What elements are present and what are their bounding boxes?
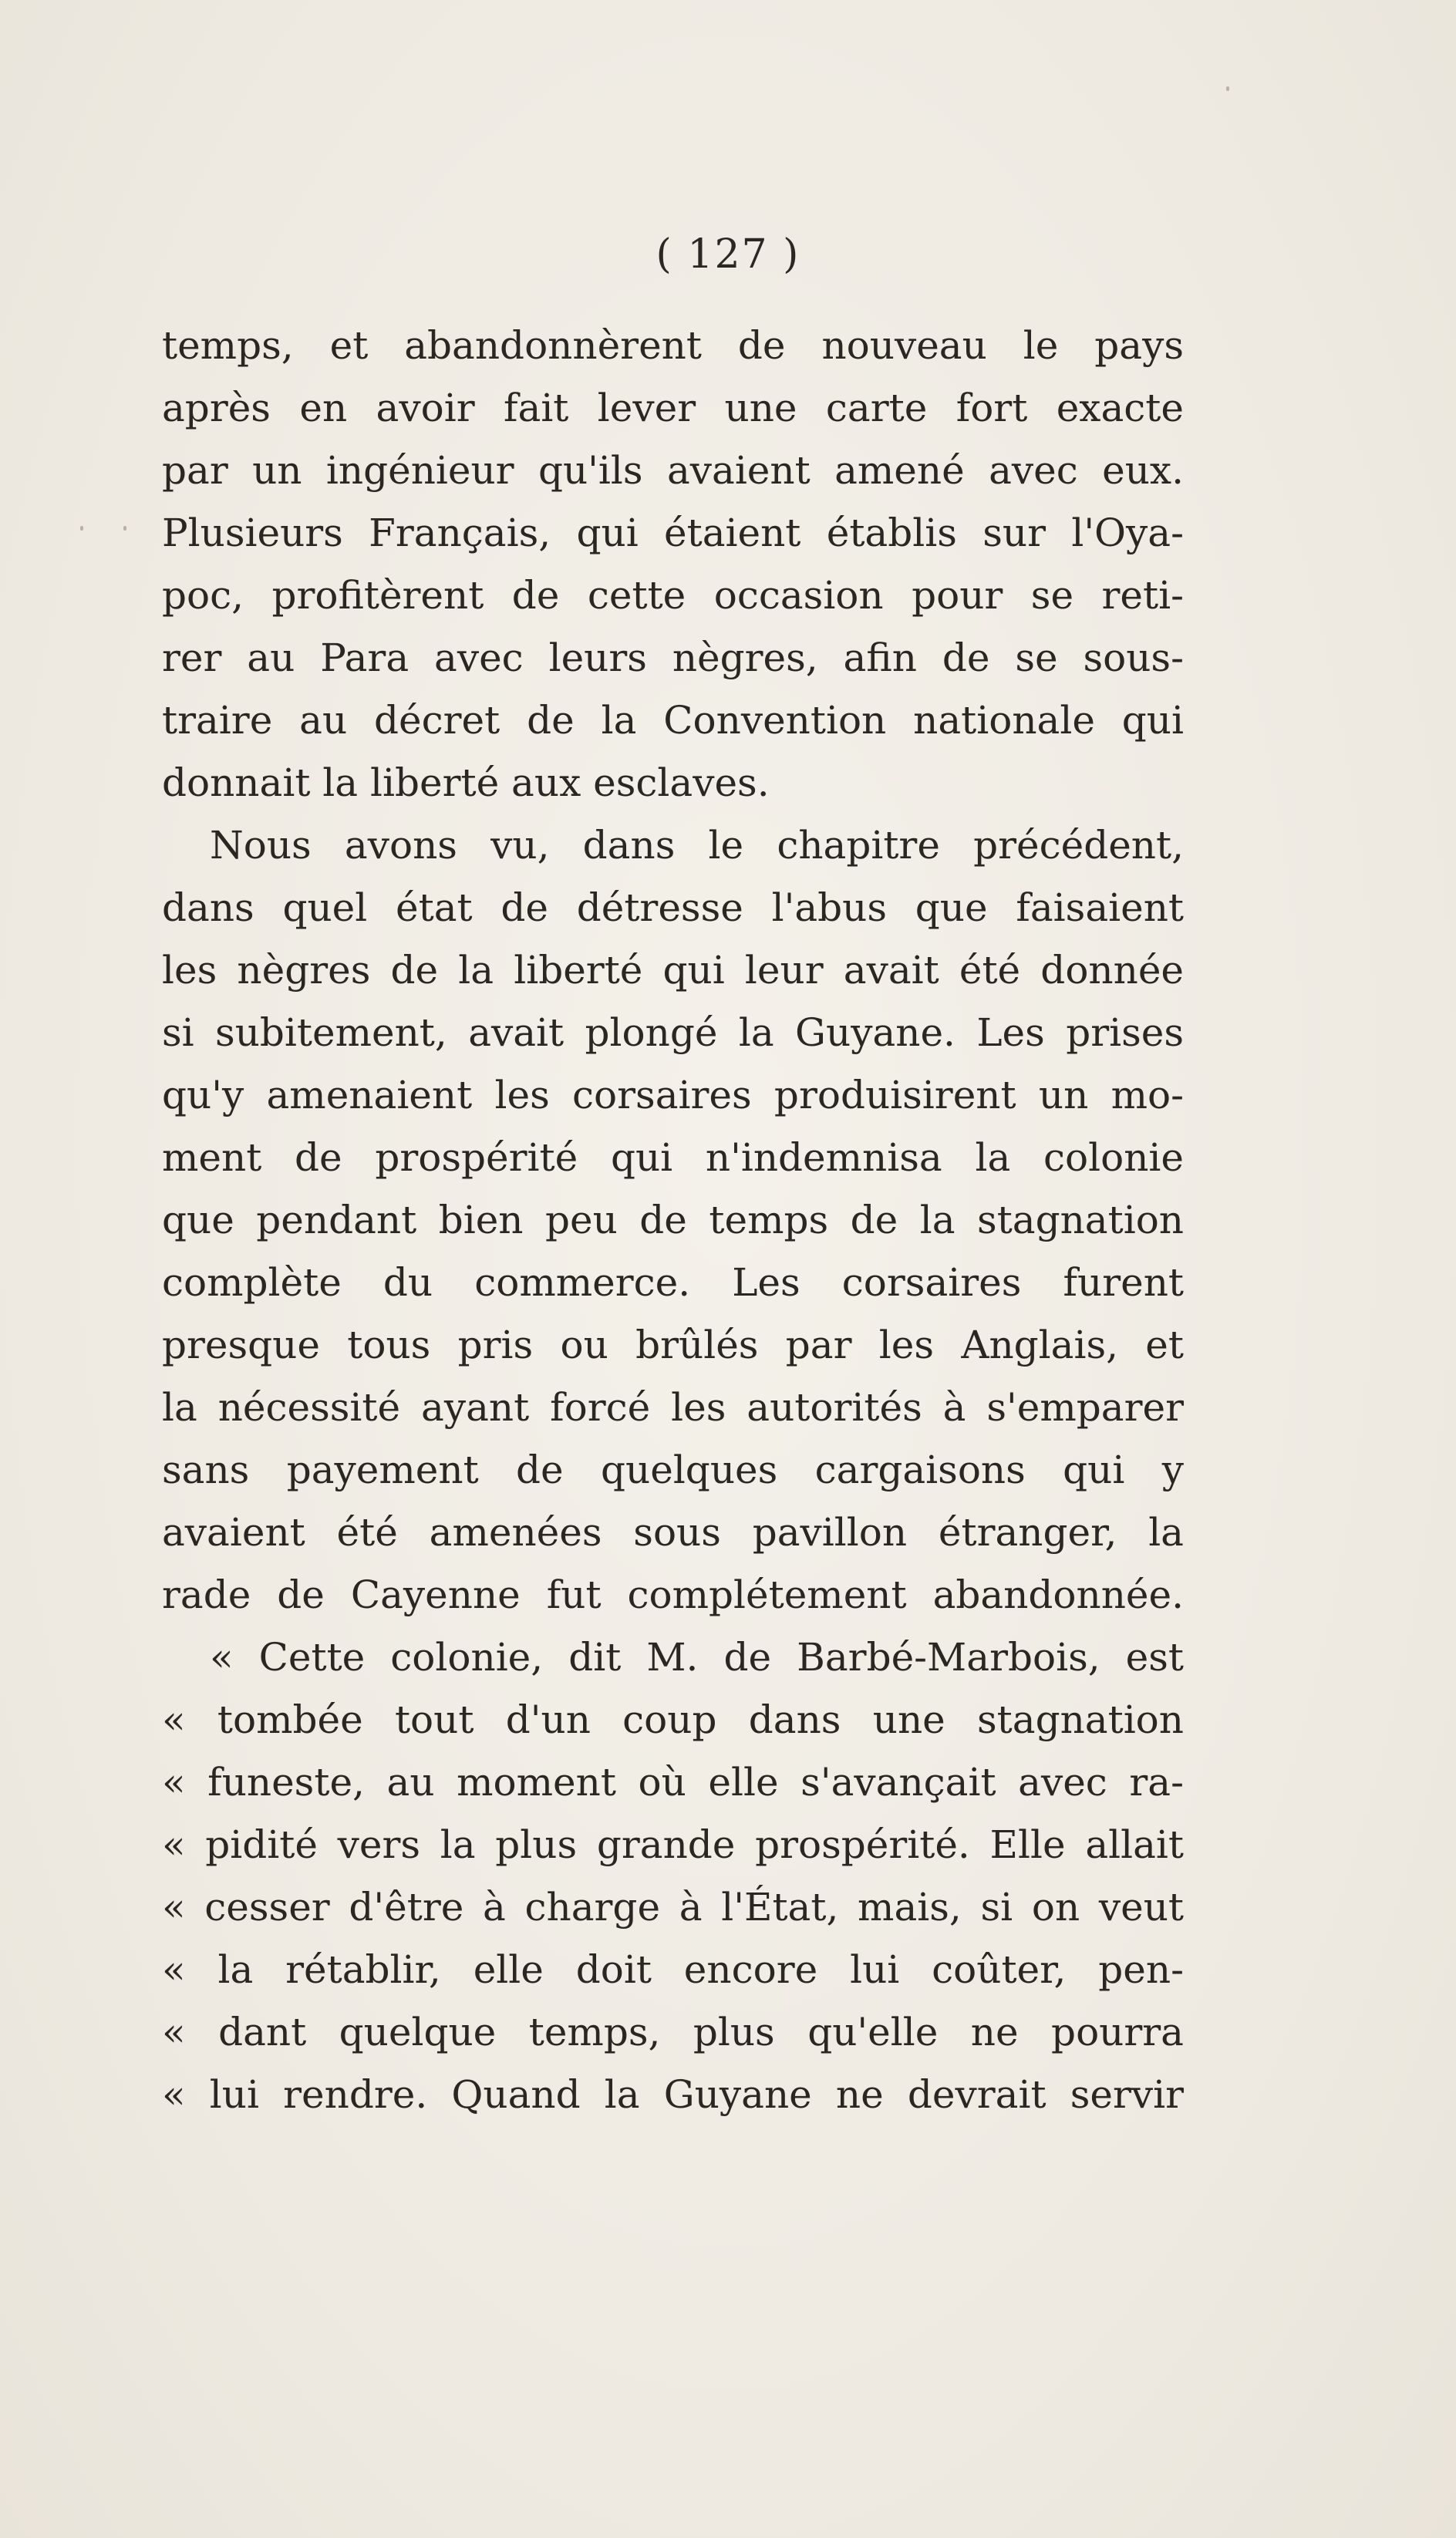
page-body (162, 315, 1184, 2126)
text-line: qu'y amenaient les corsaires produisirent un mo- (162, 1073, 1184, 1117)
text-line: ment de prospérité qui n'indemnisa la colonie (162, 1135, 1184, 1180)
ink-speck (1226, 86, 1229, 91)
text-line: « la rétablir, elle doit encore lui coûter, pen- (162, 1947, 1184, 1992)
text-line: « pidité vers la plus grande prospérité. Elle allait (162, 1822, 1184, 1867)
text-line: par un ingénieur qu'ils avaient amené avec eux. (162, 448, 1184, 493)
text-line: « dant quelque temps, plus qu'elle ne pourra (162, 2010, 1184, 2054)
text-line: Nous avons vu, dans le chapitre précédent, (210, 823, 1184, 868)
text-line: si subitement, avait plongé la Guyane. Les prises (162, 1010, 1184, 1055)
text-line: rer au Para avec leurs nègres, afin de se sous- (162, 635, 1184, 680)
ink-speck (80, 526, 83, 531)
text-line: les nègres de la liberté qui leur avait été donnée (162, 948, 1184, 993)
text-line: « tombée tout d'un coup dans une stagnation (162, 1697, 1184, 1742)
text-line: avaient été amenées sous pavillon étranger, la (162, 1510, 1184, 1555)
text-line: Plusieurs Français, qui étaient établis sur l'Oya- (162, 511, 1184, 555)
text-line: temps, et abandonnèrent de nouveau le pays (162, 323, 1184, 368)
text-line: complète du commerce. Les corsaires furent (162, 1260, 1184, 1305)
text-line: après en avoir fait lever une carte fort exacte (162, 386, 1184, 430)
text-line: la nécessité ayant forcé les autorités à s'emparer (162, 1385, 1184, 1430)
text-line: « funeste, au moment où elle s'avançait avec ra- (162, 1760, 1184, 1805)
page-number: ( 127 ) (656, 231, 800, 278)
text-line: traire au décret de la Convention nationale qui (162, 698, 1184, 743)
text-line: presque tous pris ou brûlés par les Anglais, et (162, 1323, 1184, 1367)
text-line: « Cette colonie, dit M. de Barbé-Marbois, est (210, 1635, 1184, 1680)
text-line: « lui rendre. Quand la Guyane ne devrait servir (162, 2072, 1184, 2117)
ink-speck (123, 526, 126, 531)
text-line: que pendant bien peu de temps de la stagnation (162, 1198, 1184, 1242)
text-line: donnait la liberté aux esclaves. (162, 760, 770, 805)
text-line: sans payement de quelques cargaisons qui y (162, 1448, 1184, 1492)
text-line: rade de Cayenne fut complétement abandonnée. (162, 1572, 1184, 1617)
text-line: dans quel état de détresse l'abus que faisaient (162, 885, 1184, 930)
text-line: « cesser d'être à charge à l'État, mais, si on veut (162, 1885, 1184, 1930)
text-line: poc, profitèrent de cette occasion pour se reti- (162, 573, 1184, 618)
